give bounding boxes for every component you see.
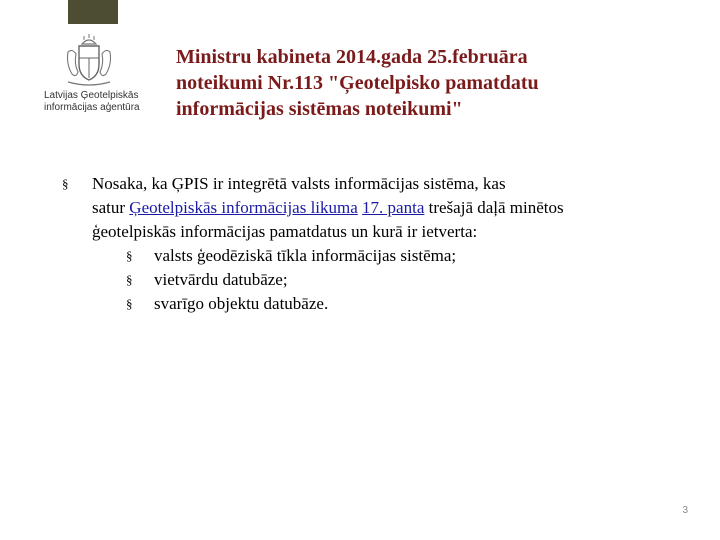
coat-of-arms-icon (62, 34, 116, 88)
list-item (62, 268, 702, 292)
list-item-text: valsts ģeodēziskā tīkla informācijas sistēma; (154, 246, 457, 265)
title-line: Ministru kabineta 2014.gada 25.februāra (176, 46, 528, 68)
paragraph-line: ģeotelpiskās informācijas pamatdatus un kurā ir ietverta: (92, 222, 478, 241)
main-bullet-paragraph (62, 172, 702, 244)
list-item (62, 244, 702, 268)
agency-name-line: informācijas aģentūra (44, 102, 140, 113)
list-item-text: vietvārdu datubāze; (154, 270, 288, 289)
bullet-icon: § (126, 296, 133, 311)
bullet-icon: § (62, 176, 69, 191)
top-accent-bar (68, 0, 118, 24)
title-line: noteikumi Nr.113 "Ģeotelpisko pamatdatu (176, 72, 539, 94)
law-link[interactable]: Ģeotelpiskās informācijas likuma (129, 198, 358, 217)
agency-name (44, 90, 154, 114)
text-fragment: trešajā daļā minētos (424, 198, 564, 217)
paragraph-line: Nosaka, ka ĢPIS ir integrētā valsts informācijas sistēma, kas (92, 174, 506, 193)
list-item (62, 292, 702, 316)
bullet-icon: § (126, 272, 133, 287)
list-item-text: svarīgo objektu datubāze. (154, 294, 329, 313)
title-line: informācijas sistēmas noteikumi" (176, 98, 463, 120)
bullet-icon: § (126, 248, 133, 263)
article-link[interactable]: 17. panta (362, 198, 425, 217)
agency-logo (44, 34, 164, 124)
text-fragment: satur (92, 198, 130, 217)
sub-bullet-list (62, 244, 702, 316)
agency-name-line: Latvijas Ģeotelpiskās (44, 90, 139, 101)
paragraph-line-with-links (92, 196, 702, 220)
slide-title (176, 44, 676, 122)
page-number: 3 (682, 505, 688, 516)
slide-content (62, 172, 702, 316)
